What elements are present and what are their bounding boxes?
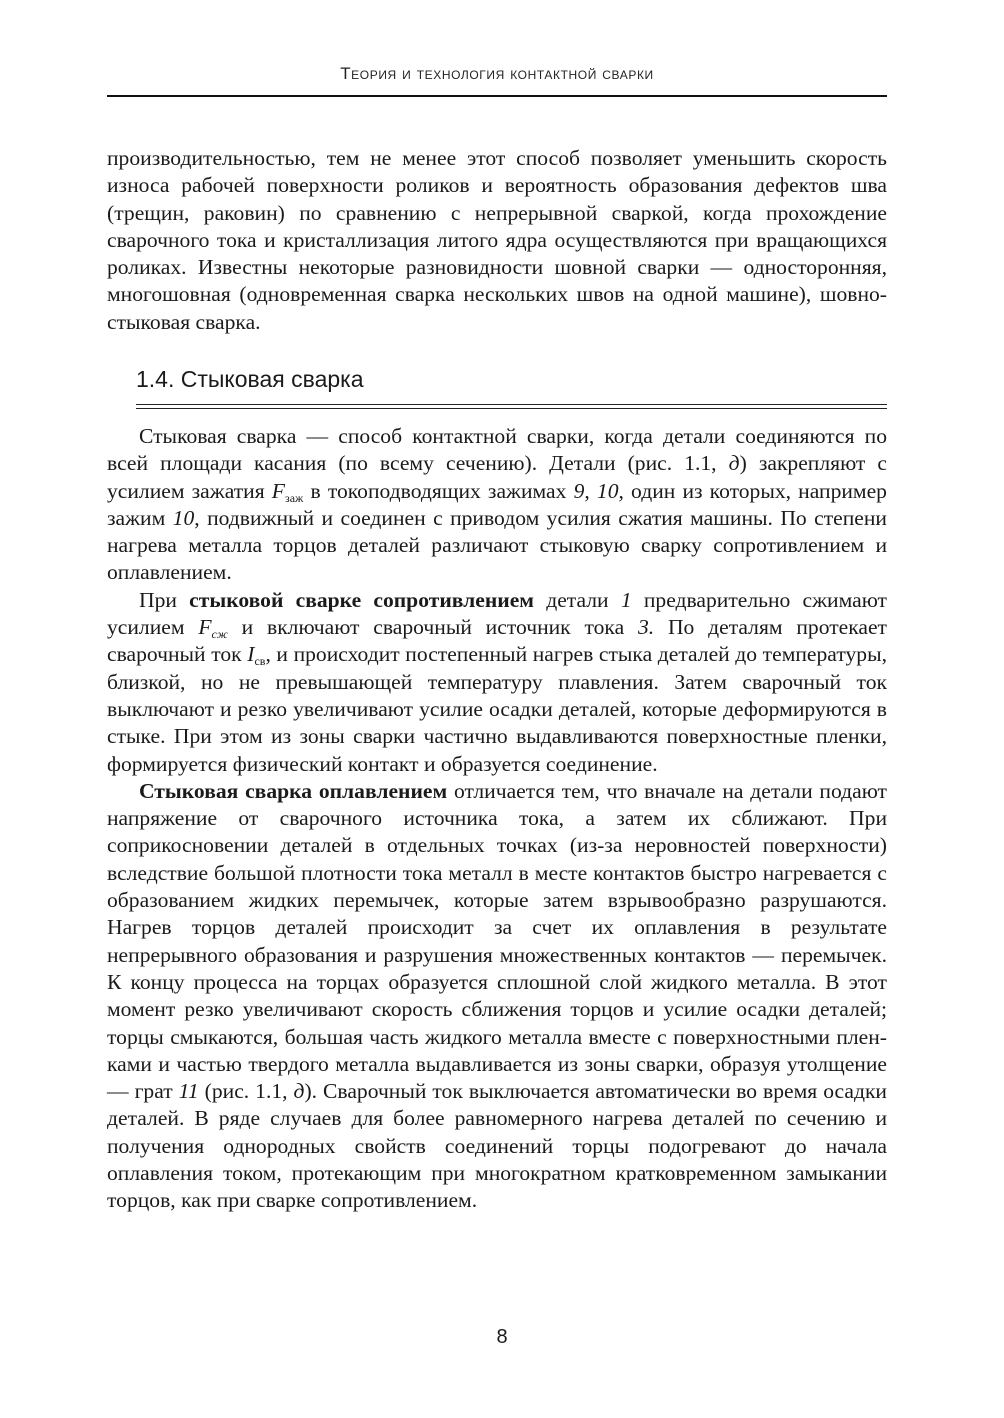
bold-term: стыковой сварке сопротивлением xyxy=(189,587,535,612)
force-symbol: F xyxy=(198,615,212,640)
text-run: предварительно сжимают усилием xyxy=(107,587,887,640)
item-number: 1 xyxy=(620,587,632,612)
paragraph-flash-butt-welding xyxy=(107,778,887,1215)
text-run: , xyxy=(584,478,597,503)
item-number: 10 xyxy=(596,478,619,503)
text-run: ). Сварочный ток выключается автоматически во время осадки деталей. В ряде случаев для более равномерного нагрева деталей по сечению и получения однородных свойств соединений торцы подогревают до начала оплавления током, протекающим при многократном кратковременном замыкании торцов, как при сварке сопротивлением. xyxy=(107,1079,887,1213)
intro-paragraph: производительностью, тем не менее этот способ позволяет уменьшить скорость износа рабочей поверхности роликов и вероятность образования дефектов шва (трещин, раковин) по сравнению с непрерывной сваркой, когда прохождение сварочного тока и кристаллизация литого ядра осуществляются при вращающихся роликах. Известны некоторые разновидности шовной сварки — односторонняя, многошовная (одновременная сварка нескольких швов на одной машине), шовно-стыковая сварка. xyxy=(107,146,887,334)
item-number: 3. xyxy=(637,615,655,640)
page-number: 8 xyxy=(496,1326,508,1348)
paragraph-resistance-butt-welding xyxy=(107,587,887,778)
text-run: детали xyxy=(534,587,621,612)
item-number: 10 xyxy=(172,505,195,530)
text-run: отличается тем, что вначале на детали подают напряжение от сварочного источника тока, а затем их сближают. При соприкосновении деталей в отдельных точках (из-за неровностей поверхности) вследствие большой плотности тока металл в месте контактов быстро нагревается с образованием жидких перемычек, которые затем взрывообразно разрушаются. Нагрев торцов деталей происходит за счет их оплавления в результате непрерывного образования и разрушения множественных контактов — перемычек. К концу процесса на торцах образуется сплошной слой жидкого металла. В этот момент резко увеличивают скорость сближения торцов и усилие осадки деталей; торцы смыкаются, большая часть жидкого металла вместе с поверхностными пленками и частью твердого металла выдавливается из зоны сварки, образуя утолщение — грат xyxy=(107,778,887,1104)
text-run: , и происходит постепенный нагрев стыка деталей до температуры, близкой, но не превышающей температуру плавления. Затем сварочный ток выключают и резко увеличивают усилие осадки деталей, которые деформируются в стыке. При этом из зоны сварки частично выдавливаются поверхностные пленки, формируется физический контакт и образуется соединение. xyxy=(107,642,887,776)
current-subscript: св xyxy=(254,654,266,669)
running-head: Теория и технология контактной сварки xyxy=(340,64,654,83)
text-run: При xyxy=(139,587,190,612)
force-subscript: сж xyxy=(211,627,228,642)
section-heading: 1.4. Стыковая сварка xyxy=(136,366,364,392)
header-rule xyxy=(107,95,887,97)
bold-term: Стыковая сварка оплавлением xyxy=(139,778,448,803)
text-run: По деталям протекает сварочный ток xyxy=(107,615,887,667)
continued-paragraph xyxy=(107,145,887,336)
section-body xyxy=(107,423,887,1215)
item-number: 9 xyxy=(573,478,585,503)
figure-letter: д xyxy=(293,1079,305,1104)
text-run: и включают сварочный источник тока xyxy=(227,615,638,640)
text-run: , один из которых, например зажим xyxy=(107,478,887,530)
current-symbol: I xyxy=(247,642,255,667)
force-symbol: F xyxy=(271,478,285,503)
text-run: (рис. 1.1, xyxy=(198,1079,294,1104)
figure-letter: д xyxy=(728,451,740,476)
item-number: 11 xyxy=(178,1079,199,1104)
section-heading-rule xyxy=(136,404,887,409)
text-run: в токоподводящих зажимах xyxy=(303,478,574,503)
text-run: ) закрепляют с усилием зажатия xyxy=(107,451,887,503)
paragraph-butt-welding-definition xyxy=(107,423,887,587)
text-run: Стыковая сварка — способ контактной сварки, когда детали соединяются по всей площади касания (по всему сечению). Детали (рис. 1.1, xyxy=(107,424,887,476)
text-run: , подвижный и соединен с приводом усилия сжатия машины. По степени нагрева металла торцов деталей различают стыковую сварку сопротивлением и оплавлением. xyxy=(107,505,887,585)
force-subscript: заж xyxy=(284,490,304,505)
